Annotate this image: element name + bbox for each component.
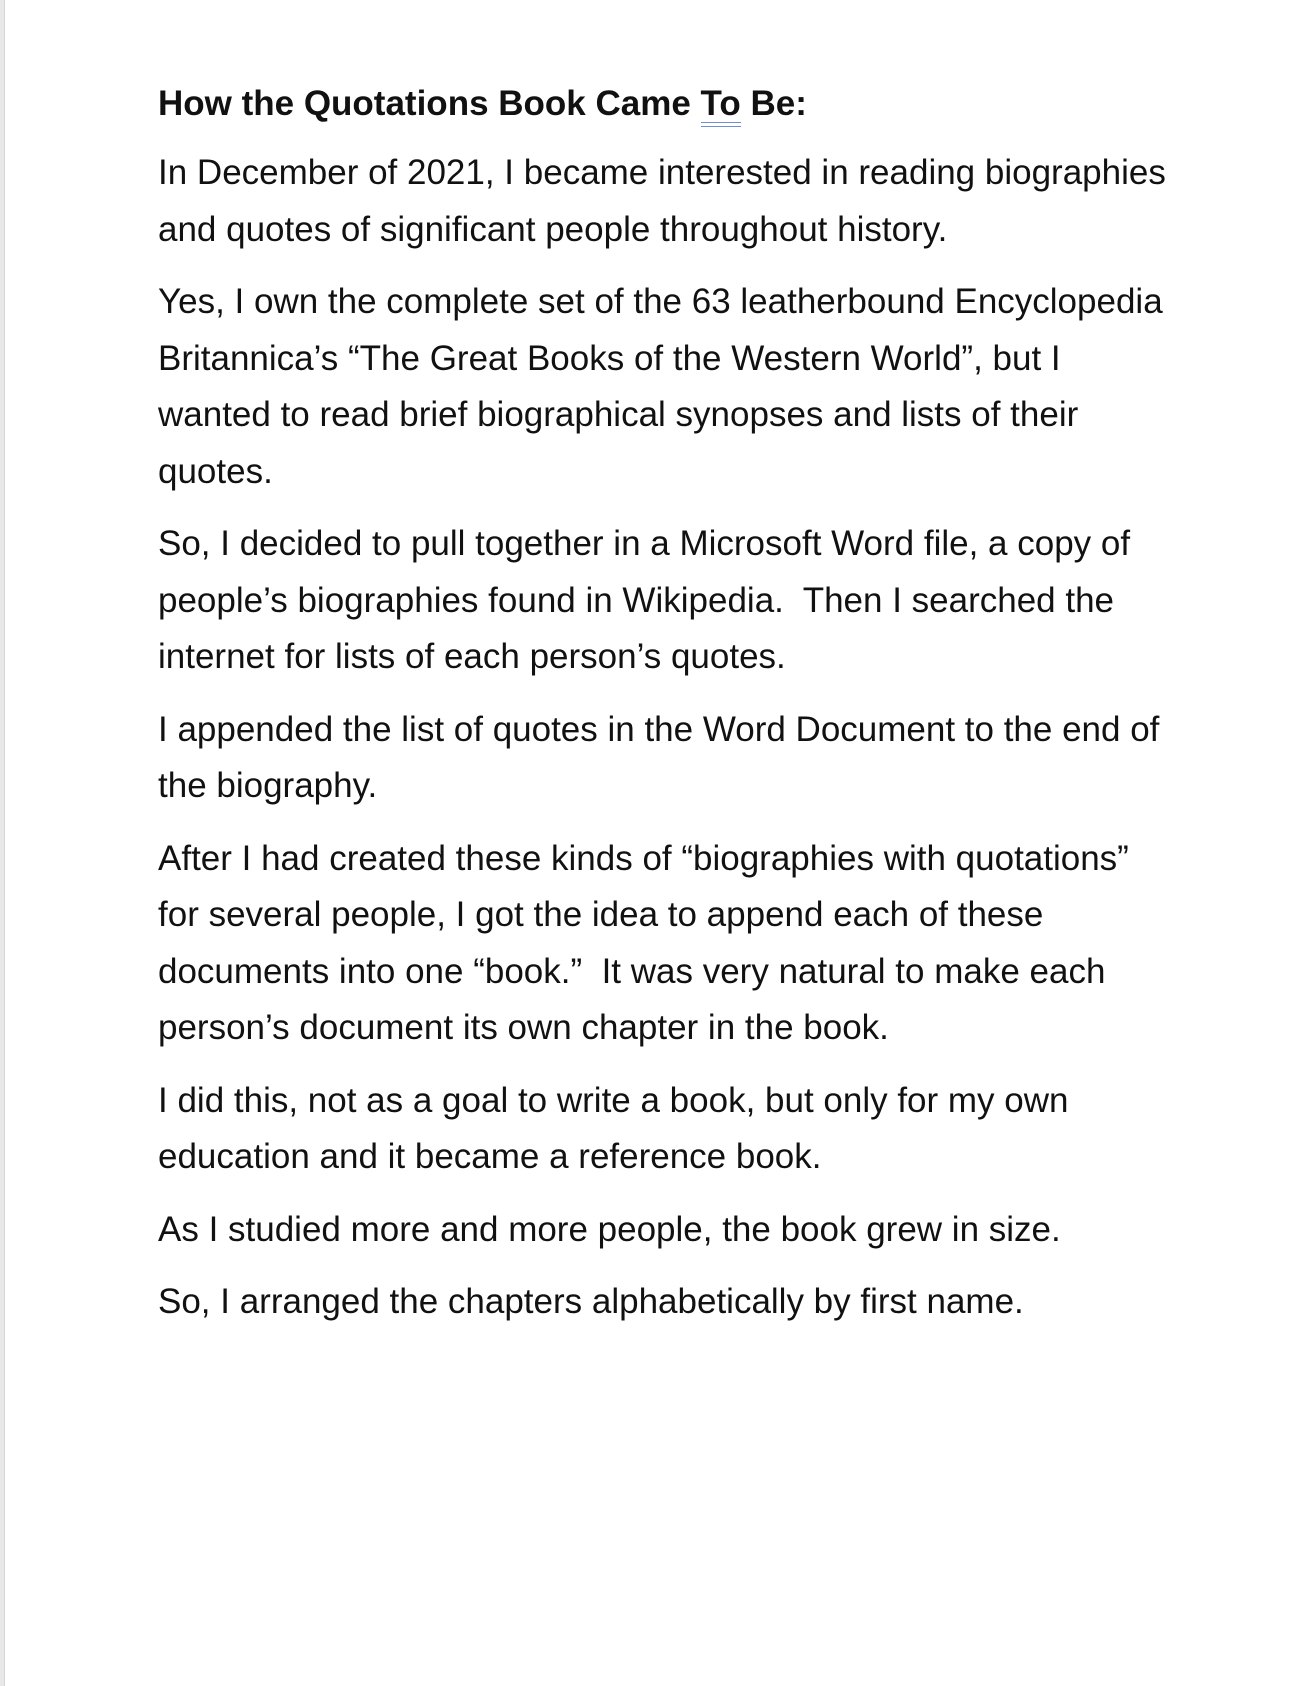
- paragraph-8: So, I arranged the chapters alphabetically by first name.: [158, 1282, 1024, 1321]
- paragraph-2: Yes, I own the complete set of the 63 leatherbound Encyclopedia Britannica’s “The Great Books of the Western World”, but I wanted to read brief biographical synopses and lists of their quotes.: [158, 282, 1163, 491]
- paragraph-5: After I had created these kinds of “biographies with quotations” for several people, I got the idea to append each of these documents into one “book.” It was very natural to make each person’s document its own chapter in the book.: [158, 838, 1139, 1047]
- grammar-flagged-word[interactable]: To: [701, 77, 741, 131]
- paragraph-3: So, I decided to pull together in a Microsoft Word file, a copy of people’s biographies found in Wikipedia. Then I searched the internet for lists of each person’s quotes.: [158, 524, 1140, 676]
- page-left-edge: [0, 0, 5, 1686]
- paragraph-6: I did this, not as a goal to write a book, but only for my own education and it became a reference book.: [158, 1080, 1069, 1176]
- document-body[interactable]: [158, 77, 1168, 1347]
- paragraph-4: I appended the list of quotes in the Word Document to the end of the biography.: [158, 709, 1160, 805]
- paragraph-7: As I studied more and more people, the book grew in size.: [158, 1209, 1061, 1249]
- heading-prefix: How the Quotations Book Came: [158, 84, 691, 123]
- paragraph-1: In December of 2021, I became interested in reading biographies and quotes of significant people throughout history.: [158, 153, 1166, 249]
- heading-suffix: Be:: [750, 84, 807, 123]
- document-heading: [158, 77, 1168, 131]
